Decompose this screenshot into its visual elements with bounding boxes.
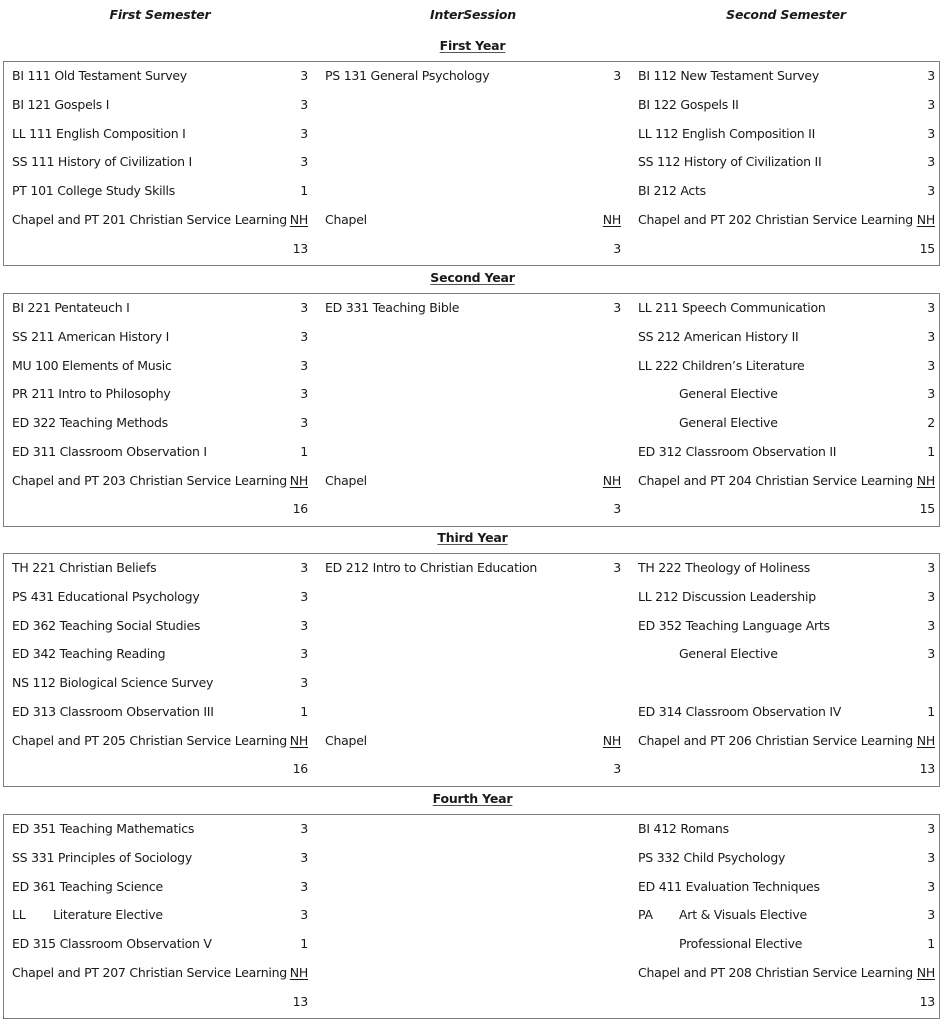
- course-credits: 3: [927, 68, 935, 83]
- course-row: [638, 66, 935, 86]
- course-name: Chapel: [325, 211, 367, 227]
- course-name: SS 331 Principles of Sociology: [12, 849, 193, 865]
- course-name: ED 312 Classroom Observation II: [638, 443, 837, 459]
- course-row: [12, 66, 308, 86]
- course-credits: 3: [613, 300, 621, 315]
- course-credits: 3: [300, 68, 308, 83]
- course-name: PS 332 Child Psychology: [638, 849, 786, 865]
- course-credits: NH: [289, 964, 308, 980]
- course-credits: 3: [300, 154, 308, 170]
- course-row: [638, 181, 935, 201]
- course-credits: NH: [916, 964, 935, 980]
- credit-total: 3: [613, 501, 621, 517]
- course-row: [325, 210, 621, 230]
- course-row: [638, 644, 935, 664]
- credit-total: 16: [292, 761, 308, 777]
- course-name: PS 431 Educational Psychology: [12, 588, 200, 604]
- course-credits: 3: [300, 646, 308, 662]
- course-name: BI 212 Acts: [638, 183, 706, 198]
- course-credits: NH: [916, 472, 935, 488]
- course-name: BI 221 Pentateuch I: [12, 300, 130, 315]
- course-name: SS 212 American History II: [638, 328, 799, 344]
- course-name: Professional Elective: [679, 936, 803, 951]
- course-credits: 3: [300, 328, 308, 344]
- course-name: Literature Elective: [53, 907, 163, 923]
- credit-total: 13: [292, 993, 308, 1009]
- course-row: [638, 587, 935, 607]
- course-name: PT 101 College Study Skills: [12, 183, 176, 198]
- credit-total-row: [325, 992, 621, 1012]
- course-name: ED 352 Teaching Language Arts: [638, 617, 830, 633]
- course-credits: 2: [927, 415, 935, 430]
- course-row: [638, 95, 935, 115]
- course-credits: 3: [927, 154, 935, 170]
- course-name: ED 313 Classroom Observation III: [12, 703, 214, 719]
- credit-total: 13: [919, 761, 935, 777]
- credit-total-row: [325, 499, 621, 519]
- year-title: [0, 38, 945, 53]
- course-credits: 3: [300, 357, 308, 373]
- course-row: [12, 877, 308, 897]
- credit-total: 15: [919, 501, 935, 517]
- course-name: Chapel and PT 204 Christian Service Learning: [638, 472, 913, 488]
- course-name: Chapel and PT 202 Christian Service Learning: [638, 211, 913, 227]
- credit-total-row: [325, 759, 621, 779]
- year-title: [0, 530, 945, 545]
- credit-total: 16: [292, 501, 308, 517]
- course-name: BI 122 Gospels II: [638, 96, 739, 112]
- course-row: [325, 298, 621, 318]
- course-row: [12, 673, 308, 693]
- course-credits: NH: [916, 732, 935, 748]
- course-credits: 3: [927, 646, 935, 662]
- course-row: [12, 124, 308, 144]
- course-name: ED 315 Classroom Observation V: [12, 936, 212, 951]
- credit-total-row: [12, 239, 308, 259]
- course-credits: NH: [602, 732, 621, 748]
- course-credits: 3: [300, 675, 308, 690]
- course-row: [638, 442, 935, 462]
- course-name: Chapel and PT 208 Christian Service Learning: [638, 964, 913, 980]
- course-credits: 3: [927, 386, 935, 402]
- course-name: Art & Visuals Elective: [679, 907, 807, 923]
- course-row: [12, 963, 308, 983]
- course-name: ED 331 Teaching Bible: [325, 300, 460, 315]
- course-row: [638, 124, 935, 144]
- course-credits: NH: [289, 732, 308, 748]
- year-box: [3, 553, 940, 787]
- course-prefix: PA: [638, 907, 653, 923]
- course-row: [638, 905, 935, 925]
- course-credits: 3: [300, 849, 308, 865]
- course-credits: NH: [289, 211, 308, 227]
- credit-total-row: [325, 239, 621, 259]
- course-name: General Elective: [679, 386, 778, 402]
- year-title: [0, 791, 945, 806]
- course-name: Chapel: [325, 732, 367, 748]
- course-credits: 1: [300, 183, 308, 198]
- course-name: ED 361 Teaching Science: [12, 878, 163, 894]
- course-name: ED 362 Teaching Social Studies: [12, 617, 201, 633]
- credit-total: 15: [919, 240, 935, 256]
- course-row: [12, 587, 308, 607]
- course-prefix: LL: [12, 907, 26, 923]
- course-row: [638, 731, 935, 751]
- course-name: PR 211 Intro to Philosophy: [12, 386, 171, 402]
- course-credits: 3: [300, 617, 308, 633]
- course-row: [12, 848, 308, 868]
- course-row: [12, 298, 308, 318]
- course-credits: NH: [602, 211, 621, 227]
- course-credits: 3: [300, 96, 308, 112]
- course-row: [638, 327, 935, 347]
- course-name: BI 412 Romans: [638, 821, 729, 836]
- course-row: [638, 558, 935, 578]
- course-name: ED 311 Classroom Observation I: [12, 443, 207, 459]
- course-name: LL 212 Discussion Leadership: [638, 588, 816, 604]
- year-box: [3, 61, 940, 266]
- course-row: [638, 702, 935, 722]
- course-credits: 3: [613, 68, 621, 83]
- course-credits: 3: [927, 183, 935, 198]
- course-name: TH 221 Christian Beliefs: [12, 560, 157, 575]
- course-row: [638, 934, 935, 954]
- credit-total: 13: [919, 993, 935, 1009]
- course-credits: 1: [300, 936, 308, 951]
- course-credits: 3: [927, 617, 935, 633]
- course-name: BI 111 Old Testament Survey: [12, 68, 187, 83]
- credit-total-row: [638, 992, 935, 1012]
- course-credits: 3: [927, 849, 935, 865]
- course-row: [12, 471, 308, 491]
- year-title: [0, 270, 945, 285]
- course-name: ED 351 Teaching Mathematics: [12, 821, 195, 836]
- course-credits: 3: [927, 560, 935, 575]
- course-row: [12, 356, 308, 376]
- course-row: [12, 210, 308, 230]
- course-name: SS 211 American History I: [12, 328, 170, 344]
- course-name: Chapel: [325, 472, 367, 488]
- course-credits: 3: [927, 907, 935, 923]
- course-name: LL 112 English Composition II: [638, 125, 816, 141]
- course-credits: 1: [300, 443, 308, 459]
- course-row: [638, 616, 935, 636]
- course-credits: 3: [927, 125, 935, 141]
- credit-total-row: [638, 239, 935, 259]
- course-credits: 3: [613, 560, 621, 575]
- course-name: ED 342 Teaching Reading: [12, 646, 166, 662]
- course-row: [12, 819, 308, 839]
- course-row: [325, 731, 621, 751]
- year-title-text: First Year: [439, 38, 506, 53]
- course-credits: 3: [300, 125, 308, 141]
- year-title-text: Fourth Year: [432, 791, 513, 806]
- course-row: [12, 616, 308, 636]
- course-row: [638, 877, 935, 897]
- course-name: PS 131 General Psychology: [325, 68, 490, 83]
- course-credits: 3: [927, 357, 935, 373]
- course-credits: 3: [300, 560, 308, 575]
- course-credits: NH: [289, 472, 308, 488]
- course-row: [638, 210, 935, 230]
- course-name: LL 111 English Composition I: [12, 125, 186, 141]
- credit-total-row: [12, 499, 308, 519]
- course-name: Chapel and PT 206 Christian Service Learning: [638, 732, 913, 748]
- course-row: [12, 413, 308, 433]
- credit-total: 3: [613, 240, 621, 256]
- course-row: [12, 95, 308, 115]
- course-name: MU 100 Elements of Music: [12, 357, 172, 373]
- course-name: Chapel and PT 205 Christian Service Learning: [12, 732, 287, 748]
- credit-total-row: [12, 759, 308, 779]
- credit-total: 13: [292, 240, 308, 256]
- intersession-header: InterSession: [430, 7, 516, 22]
- course-credits: NH: [602, 472, 621, 488]
- course-row: [12, 558, 308, 578]
- course-name: General Elective: [679, 415, 778, 430]
- course-row: [638, 384, 935, 404]
- course-name: Chapel and PT 201 Christian Service Learning: [12, 211, 287, 227]
- credit-total: 3: [613, 761, 621, 777]
- course-name: LL 222 Children’s Literature: [638, 357, 805, 373]
- course-row: [638, 819, 935, 839]
- course-row: [638, 963, 935, 983]
- course-name: ED 411 Evaluation Techniques: [638, 878, 820, 894]
- course-name: SS 111 History of Civilization I: [12, 154, 192, 170]
- course-credits: 3: [300, 415, 308, 430]
- course-name: ED 322 Teaching Methods: [12, 415, 168, 430]
- year-box: [3, 814, 940, 1019]
- course-credits: 1: [927, 443, 935, 459]
- course-row: [12, 152, 308, 172]
- course-row: [638, 298, 935, 318]
- course-credits: 1: [927, 936, 935, 951]
- course-row: [325, 66, 621, 86]
- course-credits: 1: [300, 703, 308, 719]
- credit-total-row: [638, 499, 935, 519]
- semester-headers: [0, 7, 945, 27]
- course-row: [12, 702, 308, 722]
- course-name: Chapel and PT 203 Christian Service Learning: [12, 472, 287, 488]
- course-credits: NH: [916, 211, 935, 227]
- course-credits: 3: [300, 821, 308, 836]
- course-name: NS 112 Biological Science Survey: [12, 675, 214, 690]
- course-name: SS 112 History of Civilization II: [638, 154, 822, 170]
- course-name: General Elective: [679, 646, 778, 662]
- course-row: [325, 558, 621, 578]
- course-name: ED 314 Classroom Observation IV: [638, 703, 842, 719]
- course-row: [638, 152, 935, 172]
- course-row: [638, 848, 935, 868]
- course-credits: 3: [300, 588, 308, 604]
- year-title-text: Third Year: [437, 530, 508, 545]
- course-credits: 3: [300, 907, 308, 923]
- course-row: [638, 471, 935, 491]
- course-credits: 3: [927, 328, 935, 344]
- course-credits: 3: [927, 96, 935, 112]
- course-name: Chapel and PT 207 Christian Service Learning: [12, 964, 287, 980]
- course-row: [12, 327, 308, 347]
- course-row: [638, 356, 935, 376]
- course-name: TH 222 Theology of Holiness: [638, 560, 811, 575]
- course-credits: 3: [300, 386, 308, 402]
- course-name: BI 112 New Testament Survey: [638, 68, 819, 83]
- course-row: [12, 731, 308, 751]
- course-row: [12, 934, 308, 954]
- credit-total-row: [638, 759, 935, 779]
- course-credits: 3: [927, 588, 935, 604]
- course-name: BI 121 Gospels I: [12, 96, 110, 112]
- course-credits: 3: [300, 300, 308, 315]
- year-box: [3, 293, 940, 527]
- course-credits: 3: [927, 300, 935, 315]
- course-row: [12, 181, 308, 201]
- year-title-text: Second Year: [430, 270, 515, 285]
- course-row: [12, 384, 308, 404]
- course-name: LL 211 Speech Communication: [638, 300, 826, 315]
- course-row: [638, 413, 935, 433]
- course-credits: 3: [300, 878, 308, 894]
- course-row: [12, 905, 308, 925]
- course-name: ED 212 Intro to Christian Education: [325, 560, 538, 575]
- course-credits: 1: [927, 703, 935, 719]
- course-row: [12, 644, 308, 664]
- course-credits: 3: [927, 878, 935, 894]
- course-row: [12, 442, 308, 462]
- first-semester-header: First Semester: [109, 7, 211, 22]
- course-row: [325, 471, 621, 491]
- course-credits: 3: [927, 821, 935, 836]
- second-semester-header: Second Semester: [726, 7, 846, 22]
- credit-total-row: [12, 992, 308, 1012]
